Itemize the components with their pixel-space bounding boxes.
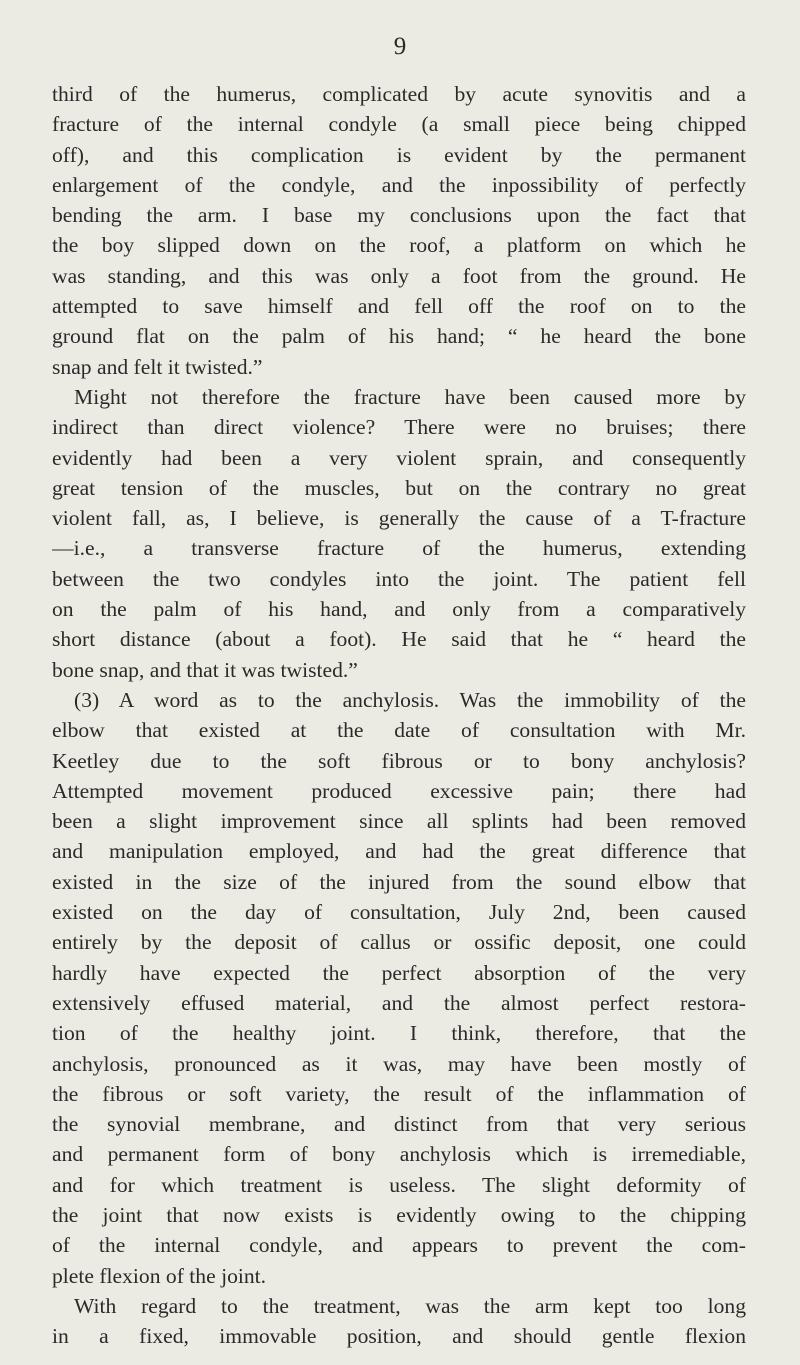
text-line: great tension of the muscles, but on the contrary no great xyxy=(52,475,746,500)
text-line: existed in the size of the injured from the sound elbow that xyxy=(52,869,746,894)
text-line: off), and this complication is evident by the permanent xyxy=(52,142,746,167)
text-line: been a slight improvement since all splints had been removed xyxy=(52,809,746,834)
text-line: With regard to the treatment, was the arm kept too long xyxy=(74,1293,746,1318)
text-line: in a fixed, immovable position, and should gentle flexion xyxy=(52,1324,746,1349)
text-line: —i.e., a transverse fracture of the humerus, extending xyxy=(52,536,746,561)
text-line: and permanent form of bony anchylosis which is irremediable, xyxy=(52,1142,746,1167)
text-line: Might not therefore the fracture have been caused more by xyxy=(74,384,746,409)
text-line: existed on the day of consultation, July 2nd, been caused xyxy=(52,900,746,925)
text-line: on the palm of his hand, and only from a comparatively xyxy=(52,597,746,622)
text-line: elbow that existed at the date of consultation with Mr. xyxy=(52,718,746,743)
text-line: entirely by the deposit of callus or ossific deposit, one could xyxy=(52,930,746,955)
text-line: extensively effused material, and the almost perfect restora- xyxy=(52,990,746,1015)
text-line: of the internal condyle, and appears to prevent the com- xyxy=(52,1233,746,1258)
text-line: was standing, and this was only a foot from the ground. He xyxy=(52,263,746,288)
text-line: the fibrous or soft variety, the result of the inflammation of xyxy=(52,1081,746,1106)
text-line: Keetley due to the soft fibrous or to bony anchylosis? xyxy=(52,748,746,773)
body-text xyxy=(52,79,746,1351)
text-line: and for which treatment is useless. The slight deformity of xyxy=(52,1172,746,1197)
text-line: third of the humerus, complicated by acute synovitis and a xyxy=(52,82,746,106)
text-line: short distance (about a foot). He said that he “ heard the xyxy=(52,627,746,652)
text-line: tion of the healthy joint. I think, therefore, that the xyxy=(52,1021,746,1046)
text-line: enlargement of the condyle, and the inpossibility of perfectly xyxy=(52,172,746,197)
text-line: (3) A word as to the anchylosis. Was the immobility of the xyxy=(74,687,746,712)
text-line: bone snap, and that it was twisted.” xyxy=(52,657,358,682)
text-line: the synovial membrane, and distinct from that very serious xyxy=(52,1112,746,1137)
text-line: ground flat on the palm of his hand; “ he heard the bone xyxy=(52,324,746,349)
text-line: snap and felt it twisted.” xyxy=(52,354,263,379)
text-line: the joint that now exists is evidently owing to the chipping xyxy=(52,1202,746,1227)
text-line: hardly have expected the perfect absorption of the very xyxy=(52,960,746,985)
text-line: indirect than direct violence? There were no bruises; there xyxy=(52,415,746,440)
text-line: bending the arm. I base my conclusions upon the fact that xyxy=(52,203,746,228)
text-line: the boy slipped down on the roof, a platform on which he xyxy=(52,233,746,258)
text-line: attempted to save himself and fell off the roof on to the xyxy=(52,294,746,319)
text-line: between the two condyles into the joint. The patient fell xyxy=(52,566,746,591)
text-line: violent fall, as, I believe, is generally the cause of a T-fracture xyxy=(52,506,746,531)
text-line: plete flexion of the joint. xyxy=(52,1263,267,1288)
text-line: evidently had been a very violent sprain, and consequently xyxy=(52,445,746,470)
page-number: 9 xyxy=(393,33,407,60)
text-line: and manipulation employed, and had the great difference that xyxy=(52,839,746,864)
text-line: fracture of the internal condyle (a small piece being chipped xyxy=(52,112,746,137)
text-line: Attempted movement produced excessive pain; there had xyxy=(52,778,746,803)
text-line: anchylosis, pronounced as it was, may have been mostly of xyxy=(52,1051,746,1076)
